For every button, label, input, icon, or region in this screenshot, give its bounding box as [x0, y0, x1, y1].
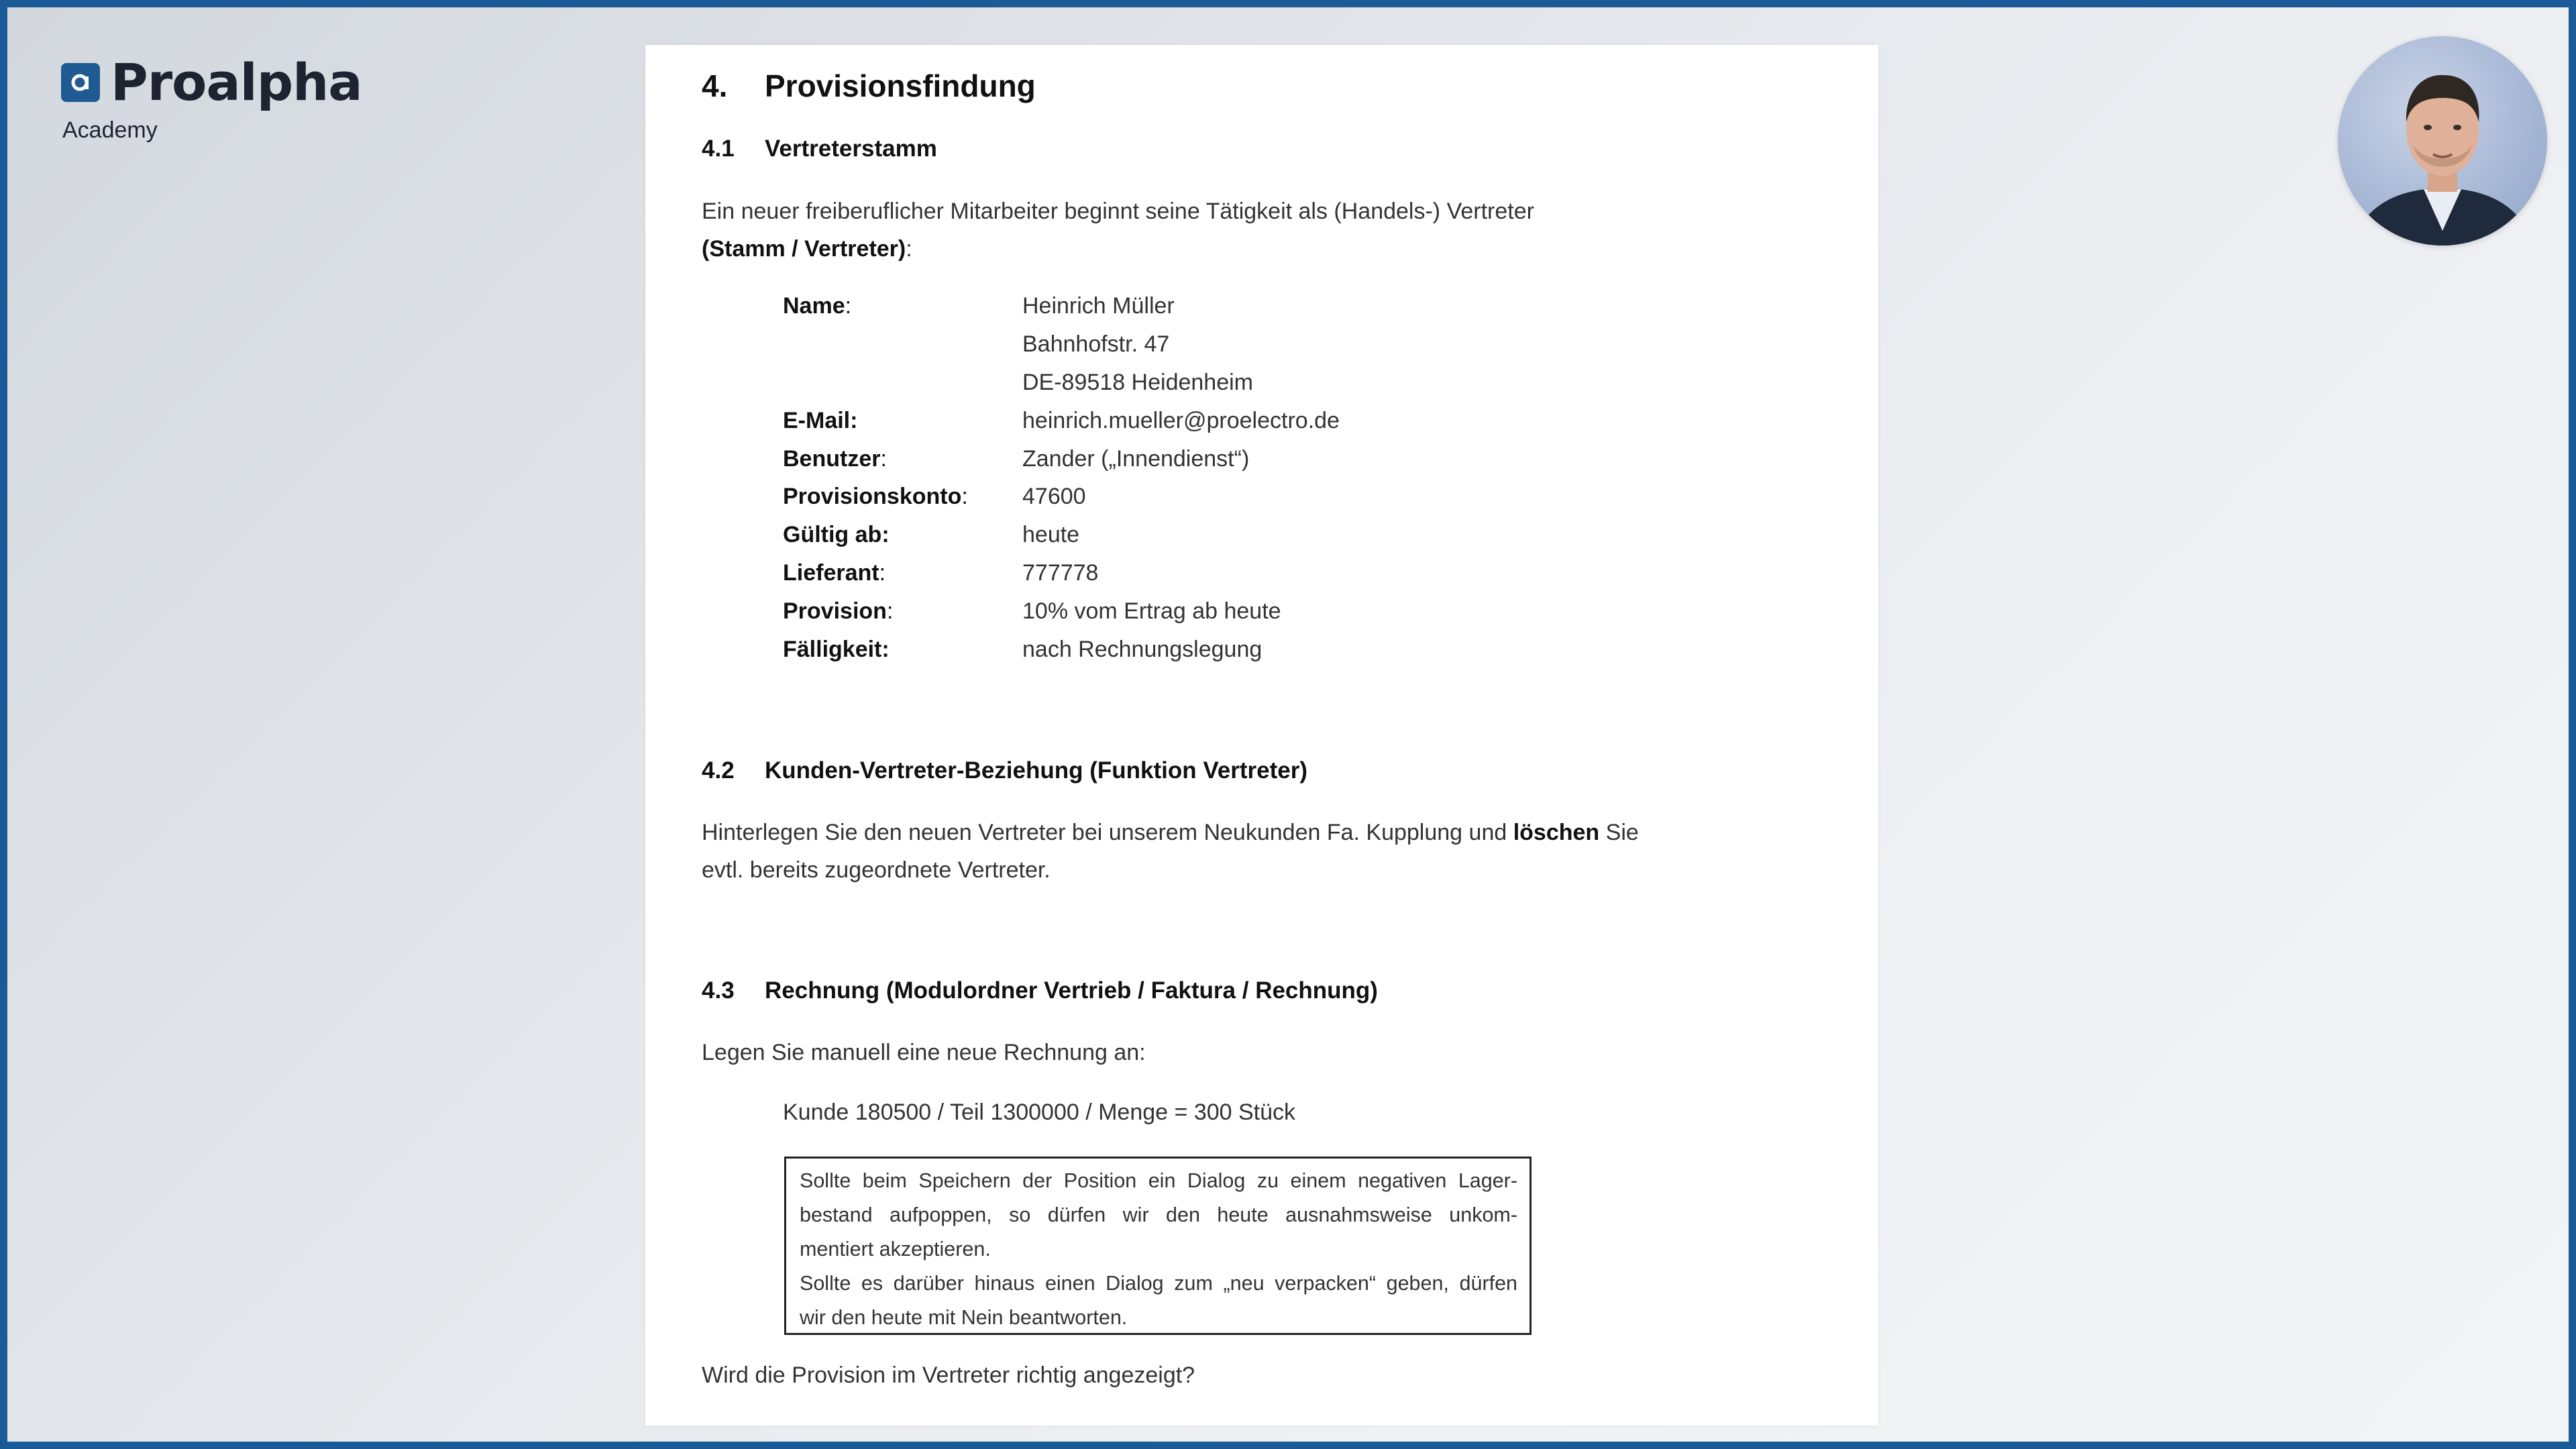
note-line: mentiert akzeptieren.: [800, 1238, 991, 1260]
section-4-number: 4.: [702, 68, 728, 103]
brand-name: Proalpha: [111, 52, 362, 112]
presenter-avatar: [2338, 36, 2547, 246]
field-value-faelligkeit: nach Rechnungslegung: [1022, 637, 1263, 662]
field-label-provision: Provision:: [783, 598, 894, 624]
note-line: bestand aufpoppen, so dürfen wir den heute ausnahmsweise unkom-: [800, 1203, 1517, 1226]
section-4-3-paragraph: Legen Sie manuell eine neue Rechnung an:: [702, 1040, 1146, 1065]
section-4-1-paragraph-line-1: Ein neuer freiberuflicher Mitarbeiter beginnt seine Tätigkeit als (Handels-) Vertreter: [702, 199, 1534, 224]
field-value-provision: 10% vom Ertrag ab heute: [1022, 598, 1281, 624]
field-label-faelligkeit: Fälligkeit:: [783, 637, 890, 662]
field-value-street: Bahnhofstr. 47: [1022, 331, 1170, 357]
note-box: [784, 1157, 1532, 1335]
field-value-gueltig-ab: heute: [1022, 522, 1080, 547]
field-value-lieferant: 777778: [1022, 560, 1099, 586]
section-4-2-title: Kunden-Vertreter-Beziehung (Funktion Vertreter): [765, 757, 1307, 784]
note-line: Sollte es darüber hinaus einen Dialog zum „neu verpacken“ geben, dürfen: [800, 1272, 1517, 1295]
field-label-email: E-Mail:: [783, 408, 858, 433]
field-label-gueltig-ab: Gültig ab:: [783, 522, 890, 547]
section-4-2-paragraph-line-2: evtl. bereits zugeordnete Vertreter.: [702, 857, 1051, 883]
closing-question: Wird die Provision im Vertreter richtig angezeigt?: [702, 1362, 1195, 1388]
field-value-email: heinrich.mueller@proelectro.de: [1022, 408, 1340, 433]
field-value-provisionskonto: 47600: [1022, 484, 1086, 509]
proalpha-logo-icon: [61, 63, 100, 102]
brand-subtitle: Academy: [62, 117, 158, 143]
section-4-3-number: 4.3: [702, 977, 735, 1004]
section-4-3-title: Rechnung (Modulordner Vertrieb / Faktura / Rechnung): [765, 977, 1378, 1004]
section-4-1-title: Vertreterstamm: [765, 136, 937, 162]
field-label-provisionskonto: Provisionskonto:: [783, 484, 968, 509]
section-4-title: Provisionsfindung: [765, 68, 1036, 103]
section-4-2-number: 4.2: [702, 757, 735, 784]
module-path: (Stamm / Vertreter): [702, 236, 906, 262]
field-label-name: Name:: [783, 293, 852, 319]
section-4-1-number: 4.1: [702, 136, 735, 162]
brand-logo: [61, 52, 362, 144]
note-line: Sollte beim Speichern der Position ein Dialog zu einem negativen Lager-: [800, 1169, 1517, 1192]
note-line: wir den heute mit Nein beantworten.: [800, 1306, 1128, 1329]
field-label-lieferant: Lieferant:: [783, 560, 886, 586]
field-value-name: Heinrich Müller: [1022, 293, 1175, 319]
section-4-1-paragraph-line-2: (Stamm / Vertreter):: [702, 236, 912, 262]
field-value-city: DE-89518 Heidenheim: [1022, 370, 1253, 395]
emphasis-loeschen: löschen: [1513, 820, 1600, 845]
document-page: [645, 45, 1878, 1426]
section-4-2-paragraph-line-1: Hinterlegen Sie den neuen Vertreter bei unserem Neukunden Fa. Kupplung und löschen Sie: [702, 820, 1639, 845]
order-details: Kunde 180500 / Teil 1300000 / Menge = 300 Stück: [783, 1099, 1296, 1125]
field-value-benutzer: Zander („Innendienst“): [1022, 446, 1250, 472]
field-label-benutzer: Benutzer:: [783, 446, 887, 472]
